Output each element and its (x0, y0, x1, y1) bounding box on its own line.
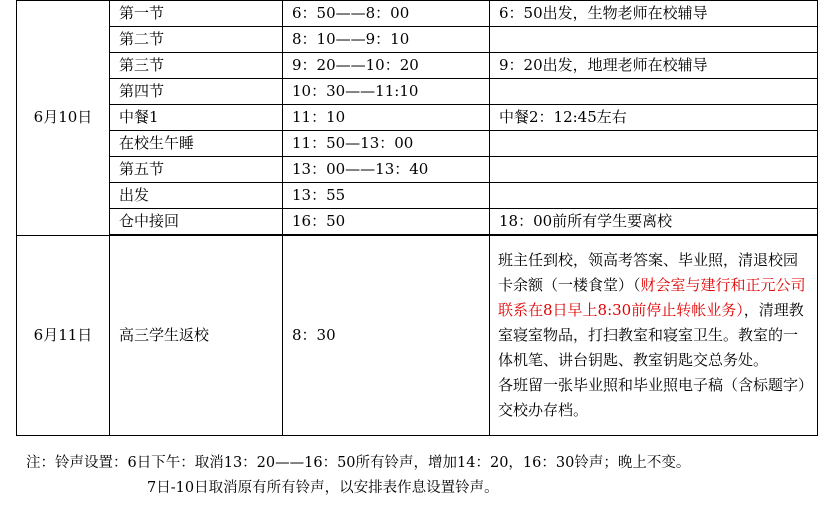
time-cell: 13：55 (283, 183, 490, 209)
time-cell: 10：30——11:10 (283, 79, 490, 105)
item-cell: 第一节 (110, 1, 283, 27)
table-row (17, 209, 818, 236)
time-cell: 13：00——13：40 (283, 157, 490, 183)
note-cell: 6：50出发，生物老师在校辅导 (490, 1, 818, 27)
note-cell (490, 27, 818, 53)
time-cell: 8：10——9：10 (283, 27, 490, 53)
note-text-part1: 班主任到校，领高考答案、毕业照，清退校园卡余额（一楼食堂）（ (498, 250, 799, 294)
item-cell: 仓中接回 (110, 209, 283, 236)
table-row (17, 183, 818, 209)
footnote-line2: 7日-10日取消原有所有铃声，以安排表作息设置铃声。 (147, 480, 499, 496)
item-cell: 第三节 (110, 53, 283, 79)
time-cell: 6：50——8：00 (283, 1, 490, 27)
table-row (17, 27, 818, 53)
note-cell-day2 (490, 235, 818, 435)
item-cell: 在校生午睡 (110, 131, 283, 157)
time-cell: 11：50—13：00 (283, 131, 490, 157)
table-row (17, 79, 818, 105)
item-cell: 第五节 (110, 157, 283, 183)
item-cell: 第四节 (110, 79, 283, 105)
date-cell-day1: 6月10日 (17, 1, 110, 236)
schedule-table (16, 0, 818, 436)
note-text-red: 财会室与建行和正元公司联系在8日早上8:30前停止转帐业务） (498, 275, 806, 319)
table-row (17, 157, 818, 183)
time-cell: 9：20——10：20 (283, 53, 490, 79)
note-cell (490, 79, 818, 105)
note-text-part2: ，清理教室寝室物品，打扫教室和寝室卫生。教室的一体机笔、讲台钥匙、教室钥匙交总务处。 (498, 300, 804, 369)
item-cell: 中餐1 (110, 105, 283, 131)
note-cell (490, 131, 818, 157)
note-cell: 中餐2：12:45左右 (490, 105, 818, 131)
note-cell: 18：00前所有学生要离校 (490, 209, 818, 236)
time-cell: 11：10 (283, 105, 490, 131)
table-row (17, 53, 818, 79)
table-row (17, 105, 818, 131)
footnote-line1: 注：铃声设置：6日下午：取消13：20——16：50所有铃声，增加14：20，16：30铃声；晚上不变。 (26, 455, 691, 471)
note-cell: 9：20出发，地理老师在校辅导 (490, 53, 818, 79)
note-text-part3: 各班留一张毕业照和毕业照电子稿（含标题字）交校办存档。 (498, 375, 806, 419)
table-row (17, 131, 818, 157)
note-cell (490, 157, 818, 183)
table-row (17, 1, 818, 27)
date-cell-day2: 6月11日 (17, 235, 110, 435)
item-cell: 高三学生返校 (110, 235, 283, 435)
time-cell: 16：50 (283, 209, 490, 236)
time-cell: 8：30 (283, 235, 490, 435)
item-cell: 出发 (110, 183, 283, 209)
table-row-day2 (17, 235, 818, 435)
note-cell (490, 183, 818, 209)
item-cell: 第二节 (110, 27, 283, 53)
